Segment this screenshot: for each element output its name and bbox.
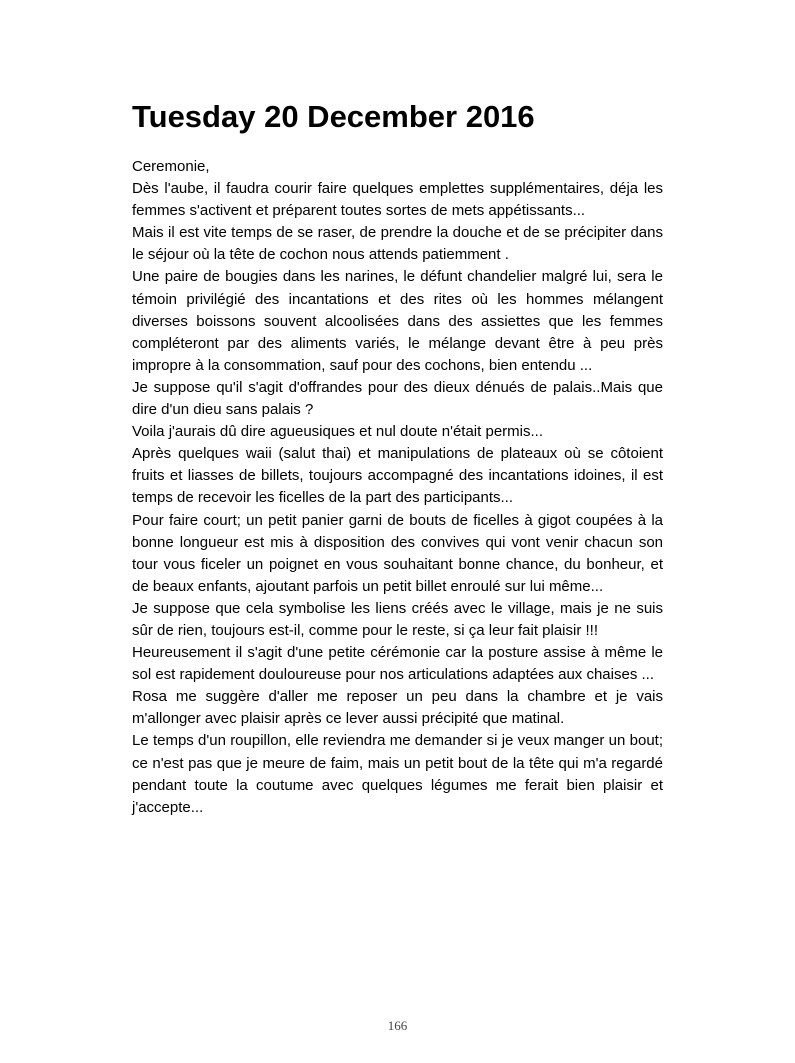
entry-title: Tuesday 20 December 2016 bbox=[132, 99, 535, 134]
paragraph: Pour faire court; un petit panier garni de bouts de ficelles à gigot coupées à la bonne longueur est mis à disposition des convives qui vont venir chacun son tour vous ficeler un poignet en vous souhaitant bonne chance, du bonheur, et de beaux enfants, ajoutant parfois un petit billet enroulé sur lui même... bbox=[132, 511, 663, 595]
paragraph: Après quelques waii (salut thai) et manipulations de plateaux où se côtoient fruits et liasses de billets, toujours accompagné des incantations idoines, il est temps de recevoir les ficelles de la part des participants... bbox=[132, 445, 663, 507]
paragraph: Dès l'aube, il faudra courir faire quelques emplettes supplémentaires, déja les femmes s'activent et préparent toutes sortes de mets appétissants... bbox=[132, 180, 663, 220]
page-number: 166 bbox=[387, 1018, 408, 1033]
paragraph: Heureusement il s'agit d'une petite cérémonie car la posture assise à même le sol est rapidement douloureuse pour nos articulations adaptées aux chaises ... bbox=[132, 644, 663, 684]
paragraph: Voila j'aurais dû dire agueusiques et nul doute n'était permis... bbox=[132, 423, 543, 441]
paragraph: Une paire de bougies dans les narines, le défunt chandelier malgré lui, sera le témoin privilégié des incantations et des rites où les hommes mélangent diverses boissons souvent alcoolisées dans des assiettes que les femmes compléteront par des aliments variés, le mélange devant être à peu près impropre à la consommation, sauf pour des cochons, bien entendu ... bbox=[132, 268, 663, 374]
paragraph: Je suppose qu'il s'agit d'offrandes pour des dieux dénués de palais..Mais que dire d'un dieu sans palais ? bbox=[132, 378, 663, 419]
paragraph: Mais il est vite temps de se raser, de prendre la douche et de se précipiter dans le séjour où la tête de cochon nous attends patiemment . bbox=[132, 224, 663, 264]
paragraph: Rosa me suggère d'aller me reposer un peu dans la chambre et je vais m'allonger avec plaisir après ce lever aussi précipité que matinal. bbox=[132, 688, 663, 728]
paragraph: Ceremonie, bbox=[132, 158, 210, 175]
entry-body bbox=[132, 156, 663, 819]
paragraph: Le temps d'un roupillon, elle reviendra me demander si je veux manger un bout; ce n'est pas que je meure de faim, mais un petit bout de la tête qui m'a regardé pendant toute la coutume avec quelques légumes me ferait bien plaisir et j'accepte... bbox=[132, 732, 663, 816]
paragraph: Je suppose que cela symbolise les liens créés avec le village, mais je ne suis sûr de rien, toujours est-il, comme pour le reste, si ça leur fait plaisir !!! bbox=[132, 599, 663, 639]
